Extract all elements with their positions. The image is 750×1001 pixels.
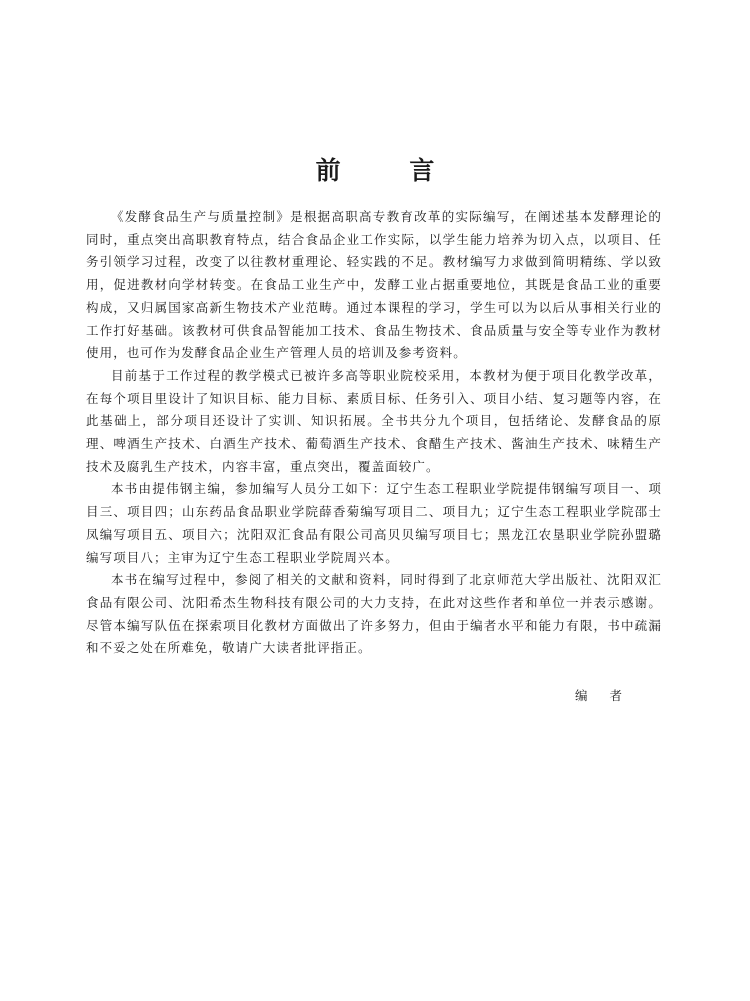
signature: 编者	[575, 688, 645, 703]
paragraph-authors: 本书由提伟钢主编，参加编写人员分工如下：辽宁生态工程职业学院提伟钢编写项目一、项目三、项目四；山东药品食品职业学院薛香菊编写项目二、项目九；辽宁生态工程职业学院邵士凤编写项目五、项目六；沈阳双汇食品有限公司高贝贝编写项目七；黑龙江农垦职业学院孙盟璐编写项目八；主审为辽宁生态工程职业学院周兴本。	[86, 481, 662, 565]
paragraph-acknowledgements: 本书在编写过程中，参阅了相关的文献和资料，同时得到了北京师范大学出版社、沈阳双汇食品有限公司、沈阳希杰生物科技有限公司的大力支持，在此对这些作者和单位一并表示感谢。尽管本编写队伍在探索项目化教材方面做出了许多努力，但由于编者水平和能力有限，书中疏漏和不妥之处在所难免，敬请广大读者批评指正。	[86, 572, 662, 656]
paragraph-teaching-mode: 目前基于工作过程的教学模式已被许多高等职业院校采用，本教材为便于项目化教学改革，在每个项目里设计了知识目标、能力目标、素质目标、任务引入、项目小结、复习题等内容，在此基础上，部分项目还设计了实训、知识拓展。全书共分九个项目，包括绪论、发酵食品的原理、啤酒生产技术、白酒生产技术、葡萄酒生产技术、食醋生产技术、酱油生产技术、味精生产技术及腐乳生产技术，内容丰富，重点突出，覆盖面较广。	[86, 367, 662, 474]
paragraph-intro: 《发酵食品生产与质量控制》是根据高职高专教育改革的实际编写，在阐述基本发酵理论的同时，重点突出高职教育特点，结合食品企业工作实际，以学生能力培养为切入点，以项目、任务引领学习过程，改变了以往教材重理论、轻实践的不足。教材编写力求做到简明精练、学以致用，促进教材向学材转变。在食品工业生产中，发酵工业占据重要地位，其既是食品工业的重要构成，又归属国家高新生物技术产业范畴。通过本课程的学习，学生可以为以后从事相关行业的工作打好基础。该教材可供食品智能加工技术、食品生物技术、食品质量与安全等专业作为教材使用，也可作为发酵食品企业生产管理人员的培训及参考资料。	[86, 209, 662, 361]
preface-body	[86, 206, 662, 660]
page-title: 前 言	[315, 155, 465, 185]
